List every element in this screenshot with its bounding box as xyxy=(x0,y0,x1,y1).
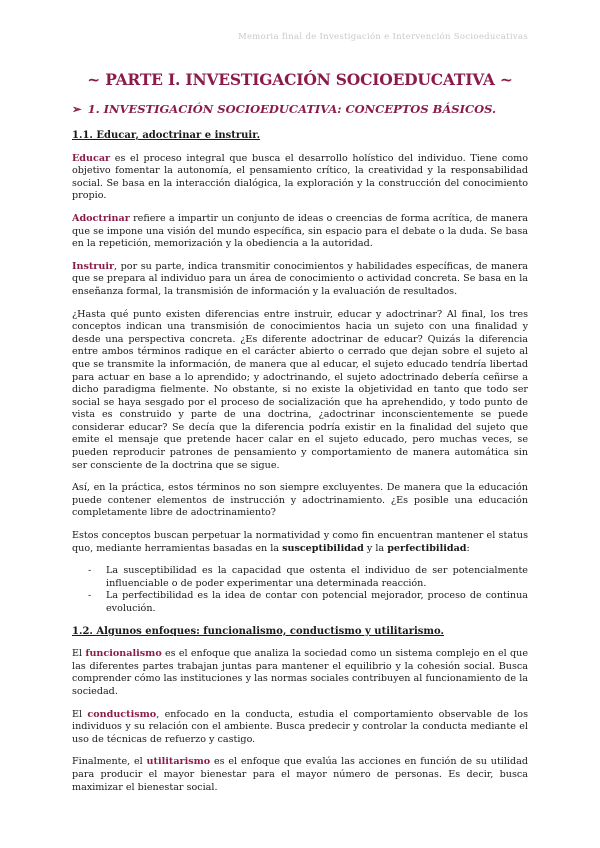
term-susceptibilidad: susceptibilidad xyxy=(282,542,364,554)
paragraph-text: , enfocado en la conducta, estudia el comportamiento observable de los individuos y su relación con el ambiente. Busca predecir y controlar la conducta mediante el uso de técnicas de refuerzo y castigo. xyxy=(72,708,528,745)
term-utilitarismo: utilitarismo xyxy=(146,756,211,768)
document-body xyxy=(72,130,528,804)
paragraph-instruir xyxy=(72,261,528,299)
term-conductismo: conductismo xyxy=(87,708,157,720)
dash-bullet-icon: - xyxy=(88,565,92,577)
paragraph-text: El xyxy=(72,648,86,660)
paragraph-utilitarismo xyxy=(72,756,528,794)
list-item xyxy=(72,590,528,615)
paragraph-conductismo xyxy=(72,709,528,747)
running-header: Memoria final de Investigación e Intervención Socioeducativas xyxy=(237,32,528,42)
paragraph-text: y la xyxy=(363,542,388,554)
list-item-text: La perfectibilidad es la idea de contar con potencial mejorador, proceso de continua evolución. xyxy=(106,590,528,614)
paragraph-diferencias: ¿Hasta qué punto existen diferencias entre instruir, educar y adoctrinar? Al final, los tres conceptos indican una transmisión de conocimientos hacia un sujeto con una finalidad y desde una perspectiva concreta. ¿Es diferente adoctrinar de educar? Quizás la diferencia entre ambos términos radique en el carácter abierto o cerrado que dejan sobre el sujeto al que se transmite la información, de manera que al educar, el sujeto educado tendría libertad para actuar en base a lo aprendido; y adoctrinando, el sujeto adoctrinado debería ceñirse a dicho paradigma fielmente. No obstante, si no existe la objetividad en tanto que todo ser social se haya sesgado por el proceso de socialización que ha aprehendido, y todo punto de vista es construido y parte de una doctrina, ¿adoctrinar inconscientemente se puede considerar educar? Se decía que la diferencia podría existir en la finalidad del sujeto que emite el mensaje que pretende hacer calar en el sujeto educado, pero muchas veces, se pueden reproducir patrones de pensamiento y comportamiento de manera automática sin ser consciente de la doctrina que se sigue. xyxy=(72,308,528,471)
section-heading xyxy=(72,102,542,116)
paragraph-conceptos xyxy=(72,530,528,555)
paragraph-text: Estos conceptos buscan perpetuar la normatividad y como fin encuentran mantener el status quo, mediante herramientas basadas en la xyxy=(72,530,528,554)
paragraph-text: es el proceso integral que busca el desarrollo holístico del individuo. Tiene como objetivo fomentar la autonomía, el pensamiento crítico, la creatividad y la responsabilidad social. Se basa en la interacción dialógica, la exploración y la construcción del conocimiento propio. xyxy=(72,152,528,202)
paragraph-text: es el enfoque que analiza la sociedad como un sistema complejo en el que las diferentes partes trabajan juntas para mantener el equilibrio y la cohesión social. Busca comprender cómo las instituciones y las normas sociales contribuyen al funcionamiento de la sociedad. xyxy=(72,648,528,697)
paragraph-text: : xyxy=(466,542,470,554)
term-educar: Educar xyxy=(72,152,111,164)
term-instruir: Instruir xyxy=(72,260,115,272)
paragraph-text: refiere a impartir un conjunto de ideas o creencias de forma acrítica, de manera que se impone una visión del mundo específica, sin espacio para el debate o la duda. Se basa en la repetición, memorización y la obediencia a la autoridad. xyxy=(72,212,528,250)
paragraph-adoctrinar xyxy=(72,213,528,251)
subsection-heading-1-1: 1.1. Educar, adoctrinar e instruir. xyxy=(72,130,261,141)
arrow-bullet-icon: ➢ xyxy=(72,102,82,116)
term-adoctrinar: Adoctrinar xyxy=(72,212,130,224)
paragraph-educar xyxy=(72,153,528,203)
list-item xyxy=(72,565,528,590)
paragraph-text: El xyxy=(72,708,88,720)
paragraph-text: es el enfoque que evalúa las acciones en función de su utilidad para producir el mayor bienestar para el mayor número de personas. Es decir, busca maximizar el bienestar social. xyxy=(72,756,529,793)
term-funcionalismo: funcionalismo xyxy=(85,648,162,660)
term-perfectibilidad: perfectibilidad xyxy=(387,542,467,554)
section-title: 1. INVESTIGACIÓN SOCIOEDUCATIVA: CONCEPTOS BÁSICOS. xyxy=(87,102,497,116)
part-title: ~ PARTE I. INVESTIGACIÓN SOCIOEDUCATIVA ~ xyxy=(87,70,513,89)
paragraph-practica: Así, en la práctica, estos términos no son siempre excluyentes. De manera que la educación puede contener elementos de instrucción y adoctrinamiento. ¿Es posible una educación completamente libre de adoctrinamiento? xyxy=(72,482,528,519)
subsection-heading-1-2: 1.2. Algunos enfoques: funcionalismo, conductismo y utilitarismo. xyxy=(72,625,444,637)
list-item-text: La susceptibilidad es la capacidad que ostenta el individuo de ser potencialmente influenciable o de poder experimentar una determinada reacción. xyxy=(106,565,528,589)
paragraph-text: Finalmente, el xyxy=(72,756,147,768)
paragraph-funcionalismo xyxy=(72,648,528,698)
dash-bullet-icon: - xyxy=(88,590,92,602)
bullet-list xyxy=(72,565,528,615)
paragraph-text: , por su parte, indica transmitir conocimientos y habilidades específicas, de manera que se prepara al individuo para un área de conocimiento o actividad concreta. Se basa en la enseñanza formal, la transmisión de información y la evaluación de resultados. xyxy=(72,260,528,297)
